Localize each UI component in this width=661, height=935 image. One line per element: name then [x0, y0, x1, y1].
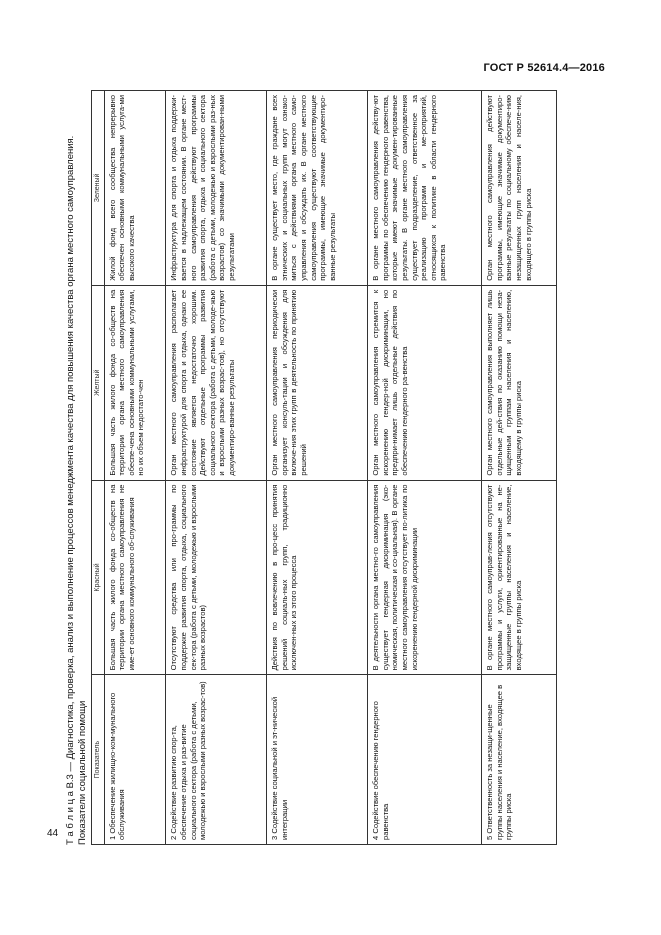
- cell-green: Инфраструктура для спорта и отдыха поддержи-вается в надлежащем состоянии. В органе мест-ного самоуправления действуют программы развития спорта, отдыха и социального сектора (работа с детьми, молодежью и взрослыми раз-ных возрастов) со значимыми документирован-ными результатами: [166, 91, 267, 286]
- cell-green: Орган местного самоуправления действуют программы, имеющие значимые документиро-ванные результаты по социальному обеспече-нию незащищенных групп населения и населе-ния, входящего в группы риска: [482, 91, 557, 286]
- cell-yellow: Орган местного самоуправления периодически организует консуль-тации и обсуждения для включе-ния этих групп в деятельность по принятию решений: [267, 285, 368, 480]
- cell-indicator: 2 Содействие развитию спор-та, обеспечение отдыха и раз-витие социального сектора (работа с детьми, молодежью и взрослыми разных возрас-тов): [166, 675, 267, 845]
- cell-red: В органе местного самоуправ-ления отсутствуют программы и услуги, ориентированные на не-защищенные группы населения и население, входящее в группы риска: [482, 480, 557, 675]
- cell-yellow: Орган местного самоуправления располагает инфраструктурой для спорта и отдыха, однако ее состояние является недостаточно хорошим. Действуют отдельные программы развития социального сектора (работа с детьми, молоде-жью и взрослыми разных возрас-тов), но отсутствуют документиро-ванные результаты: [166, 285, 267, 480]
- header-red: Красный: [92, 480, 105, 675]
- cell-indicator: 5 Ответственность за незащи-щенные группы населения и население, входящее в группы риска: [482, 675, 557, 845]
- cell-red: Отсутствуют средства или про-граммы по поддержке развития спорта, отдыха, социального сек-тора (работа с детьми, молодежью и взрослыми разных возрастов): [166, 480, 267, 675]
- rotated-table-block: [65, 90, 557, 845]
- table-header-row: [92, 91, 105, 845]
- table-caption: [65, 90, 91, 845]
- cell-indicator: 3 Содействие социальной и эт-нической интеграции: [267, 675, 368, 845]
- standard-header: ГОСТ Р 52614.4—2016: [483, 62, 605, 74]
- table-row: [166, 91, 267, 845]
- cell-indicator: 1 Обеспечение жилищно-ком-мунального обслуживания: [104, 675, 166, 845]
- cell-indicator: 4 Содействие обеспечению гендерного равенства: [368, 675, 482, 845]
- page-number: 44: [47, 828, 59, 839]
- cell-yellow: Орган местного самоуправления стремится к искоренению гендер-ной дискриминации, но предпри-нимает лишь отдельные действия по обеспечению гендерного ра-венства: [368, 285, 482, 480]
- table-row: [368, 91, 482, 845]
- cell-green: В органе местного самоуправления действу-ют программы по обеспечению гендерного равенства, которые имеют значимые докумен-тированные результаты. В органе местного самоуправления существует подразделение, ответственное за реализацию программ и ме-роприятий, относящихся к политике в области гендерного равенства: [368, 91, 482, 286]
- header-yellow: Желтый: [92, 285, 105, 480]
- table-row: [104, 91, 166, 845]
- cell-red: Большая часть жилого фонда со-обществ на территории органа местного самоуправления не име-ет основного коммунального об-служивания: [104, 480, 166, 675]
- indicators-table: [91, 90, 557, 845]
- caption-line-1: Т а б л и ц а В.3 — Диагностика, проверка, анализ и выполнение процессов менеджмента качества для повышения качества органа местного самоуправления.: [65, 135, 76, 845]
- caption-line-2: Показатели социальной помощи: [77, 700, 88, 845]
- cell-yellow: Орган местного самоуправления выполняет лишь отдельные дей-ствия по оказанию помощи неза-щищенным группам населения и населению, входящему в группы риска: [482, 285, 557, 480]
- table-row: [267, 91, 368, 845]
- header-green: Зеленый: [92, 91, 105, 286]
- cell-green: В органе существует место, где граждане всех этнических и социальных групп могут ознако-миться с действиями органа местного само-управления и обсуждать их. В органе местного самоуправления существуют соответствующие программы, имеющие значимые документиро-ванные результаты: [267, 91, 368, 286]
- cell-yellow: Большая часть жилого фонда со-обществ на территории органа местного самоуправления обеспе-чена основными коммунальными услугами, но их объем недостато-чен: [104, 285, 166, 480]
- cell-red: Действия по вовлечению в про-цесс принятия решений социаль-ных групп, традиционно исключен-ных из этого процесса: [267, 480, 368, 675]
- cell-green: Жилой фонд всего сообщества непрерывно обеспечен основными коммунальными услуга-ми высокого качества: [104, 91, 166, 286]
- cell-red: В деятельности органа местно-го самоуправления существует гендерная дискриминация (эко-номическая, политическая и со-циальная). В органе местного самоуправления отсутствует по-литика по искоренению гендерной дискриминации: [368, 480, 482, 675]
- header-indicator: Показатель: [92, 675, 105, 845]
- table-row: [482, 91, 557, 845]
